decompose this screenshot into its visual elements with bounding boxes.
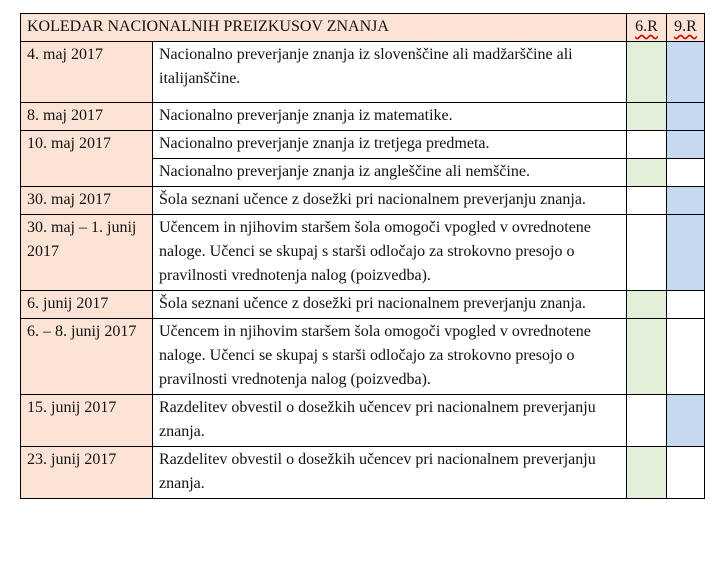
- date-cell: 8. maj 2017: [21, 103, 153, 131]
- table-row: [21, 103, 705, 131]
- table-row: [21, 42, 705, 103]
- date-cell: 4. maj 2017: [21, 42, 153, 103]
- marker-9r: [667, 447, 705, 499]
- marker-9r: [667, 319, 705, 395]
- marker-6r: [627, 131, 667, 159]
- date-cell: 15. junij 2017: [21, 395, 153, 447]
- marker-9r: [667, 103, 705, 131]
- table-row: [21, 187, 705, 215]
- marker-6r: [627, 187, 667, 215]
- marker-6r: [627, 319, 667, 395]
- table-row: [21, 131, 705, 159]
- marker-6r: [627, 291, 667, 319]
- date-cell: 30. maj 2017: [21, 187, 153, 215]
- date-cell: 6. – 8. junij 2017: [21, 319, 153, 395]
- date-cell: 6. junij 2017: [21, 291, 153, 319]
- marker-9r: [667, 215, 705, 291]
- description-cell: Razdelitev obvestil o dosežkih učencev pri nacionalnem preverjanju znanja.: [153, 395, 627, 447]
- description-cell: Nacionalno preverjanje znanja iz angleščine ali nemščine.: [153, 159, 627, 187]
- table-row: [21, 395, 705, 447]
- date-cell: 10. maj 2017: [21, 131, 153, 187]
- marker-6r: [627, 395, 667, 447]
- marker-9r: [667, 187, 705, 215]
- date-cell: 30. maj – 1. junij 2017: [21, 215, 153, 291]
- table-row: [21, 447, 705, 499]
- marker-6r: [627, 447, 667, 499]
- table-row: [21, 215, 705, 291]
- column-header-9r: 9.R: [667, 14, 705, 42]
- description-cell: Razdelitev obvestil o dosežkih učencev pri nacionalnem preverjanju znanja.: [153, 447, 627, 499]
- description-cell: Šola seznani učence z dosežki pri nacionalnem preverjanju znanja.: [153, 187, 627, 215]
- marker-9r: [667, 42, 705, 103]
- description-cell: Nacionalno preverjanje znanja iz tretjega predmeta.: [153, 131, 627, 159]
- header-row: [21, 14, 705, 42]
- marker-6r: [627, 159, 667, 187]
- description-cell: Učencem in njihovim staršem šola omogoči vpogled v ovrednotene naloge. Učenci se skupaj s starši odločajo za strokovno presojo o pravilnosti vrednotenja nalog (poizvedba).: [153, 319, 627, 395]
- calendar-table: [20, 13, 705, 499]
- table-title: KOLEDAR NACIONALNIH PREIZKUSOV ZNANJA: [21, 14, 627, 42]
- marker-6r: [627, 103, 667, 131]
- marker-9r: [667, 131, 705, 159]
- table-row: [21, 319, 705, 395]
- description-cell: Nacionalno preverjanje znanja iz matematike.: [153, 103, 627, 131]
- marker-9r: [667, 395, 705, 447]
- table-row: [21, 291, 705, 319]
- column-header-6r: 6.R: [627, 14, 667, 42]
- marker-9r: [667, 159, 705, 187]
- marker-6r: [627, 42, 667, 103]
- date-cell: 23. junij 2017: [21, 447, 153, 499]
- description-cell: Učencem in njihovim staršem šola omogoči vpogled v ovrednotene naloge. Učenci se skupaj s starši odločajo za strokovno presojo o pravilnosti vrednotenja nalog (poizvedba).: [153, 215, 627, 291]
- description-cell: Šola seznani učence z dosežki pri nacionalnem preverjanju znanja.: [153, 291, 627, 319]
- description-cell: Nacionalno preverjanje znanja iz slovenščine ali madžarščine ali italijanščine.: [153, 42, 627, 103]
- marker-6r: [627, 215, 667, 291]
- marker-9r: [667, 291, 705, 319]
